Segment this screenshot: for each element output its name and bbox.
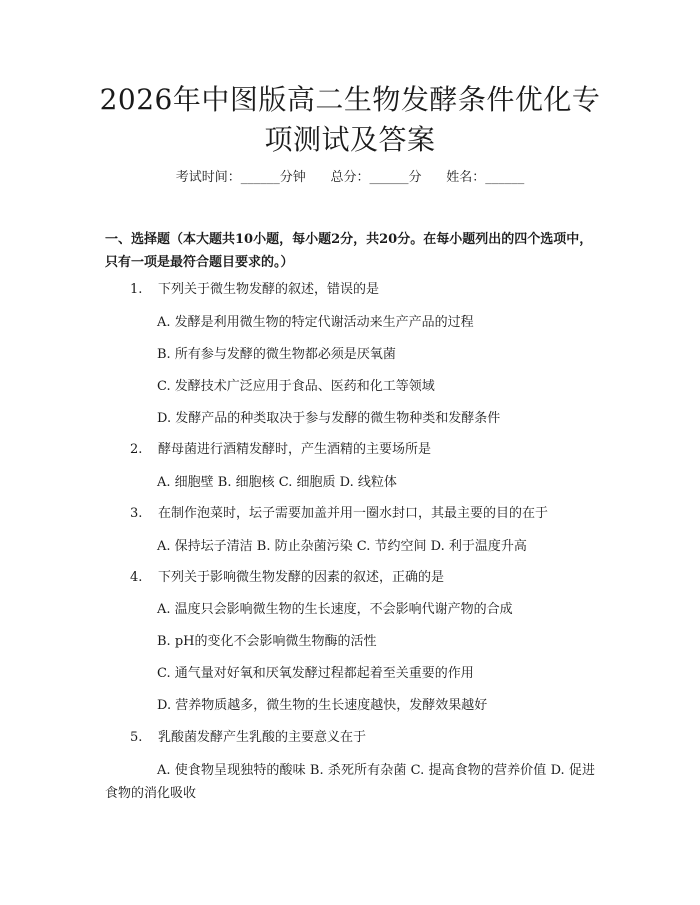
- question-stem: 在制作泡菜时，坛子需要加盖并用一圈水封口，其最主要的目的在于: [158, 506, 549, 521]
- question-4-option-b: B. pH的变化不会影响微生物酶的活性: [157, 634, 377, 649]
- question-1-option-b: B. 所有参与发酵的微生物都必须是厌氧菌: [157, 347, 396, 362]
- question-1: [130, 280, 379, 300]
- question-5-options: A. 使食物呈现独特的酸味 B. 杀死所有杂菌 C. 提高食物的营养价值 D. 促进食物的消化吸收: [105, 763, 595, 801]
- question-4-option-a: A. 温度只会影响微生物的生长速度，不会影响代谢产物的合成: [157, 602, 513, 617]
- question-1-option-c: C. 发酵技术广泛应用于食品、医药和化工等领域: [157, 379, 435, 394]
- question-number: 3.: [130, 506, 143, 521]
- document-title: 2026年中图版高二生物发酵条件优化专项测试及答案: [99, 83, 601, 156]
- question-3: [130, 504, 548, 524]
- question-2-options: A. 细胞壁 B. 细胞核 C. 细胞质 D. 线粒体: [157, 475, 397, 490]
- question-1-option-d: D. 发酵产品的种类取决于参与发酵的微生物种类和发酵条件: [157, 411, 501, 426]
- question-3-options: A. 保持坛子清洁 B. 防止杂菌污染 C. 节约空间 D. 利于温度升高: [157, 539, 527, 554]
- question-number: 1.: [130, 282, 143, 297]
- question-number: 4.: [130, 570, 143, 585]
- question-4-option-d: D. 营养物质越多，微生物的生长速度越快，发酵效果越好: [157, 698, 488, 713]
- question-stem: 下列关于影响微生物发酵的因素的叙述，正确的是: [158, 570, 445, 585]
- section-heading: 一、选择题（本大题共10小题，每小题2分，共20分。在每小题列出的四个选项中，只有一项是最符合题目要求的。）: [105, 232, 593, 270]
- question-2: [130, 440, 431, 460]
- question-stem: 酵母菌进行酒精发酵时，产生酒精的主要场所是: [158, 442, 432, 457]
- question-1-option-a: A. 发酵是利用微生物的特定代谢活动来生产产品的过程: [157, 315, 474, 330]
- question-number: 5.: [130, 730, 143, 745]
- question-5: [130, 728, 366, 748]
- question-4-option-c: C. 通气量对好氧和厌氧发酵过程都起着至关重要的作用: [157, 666, 474, 681]
- exam-info-line: 考试时间：______分钟 总分：______分 姓名：______: [175, 170, 525, 185]
- question-stem: 下列关于微生物发酵的叙述，错误的是: [158, 282, 380, 297]
- question-4: [130, 568, 444, 588]
- question-number: 2.: [130, 442, 143, 457]
- question-stem: 乳酸菌发酵产生乳酸的主要意义在于: [158, 730, 367, 745]
